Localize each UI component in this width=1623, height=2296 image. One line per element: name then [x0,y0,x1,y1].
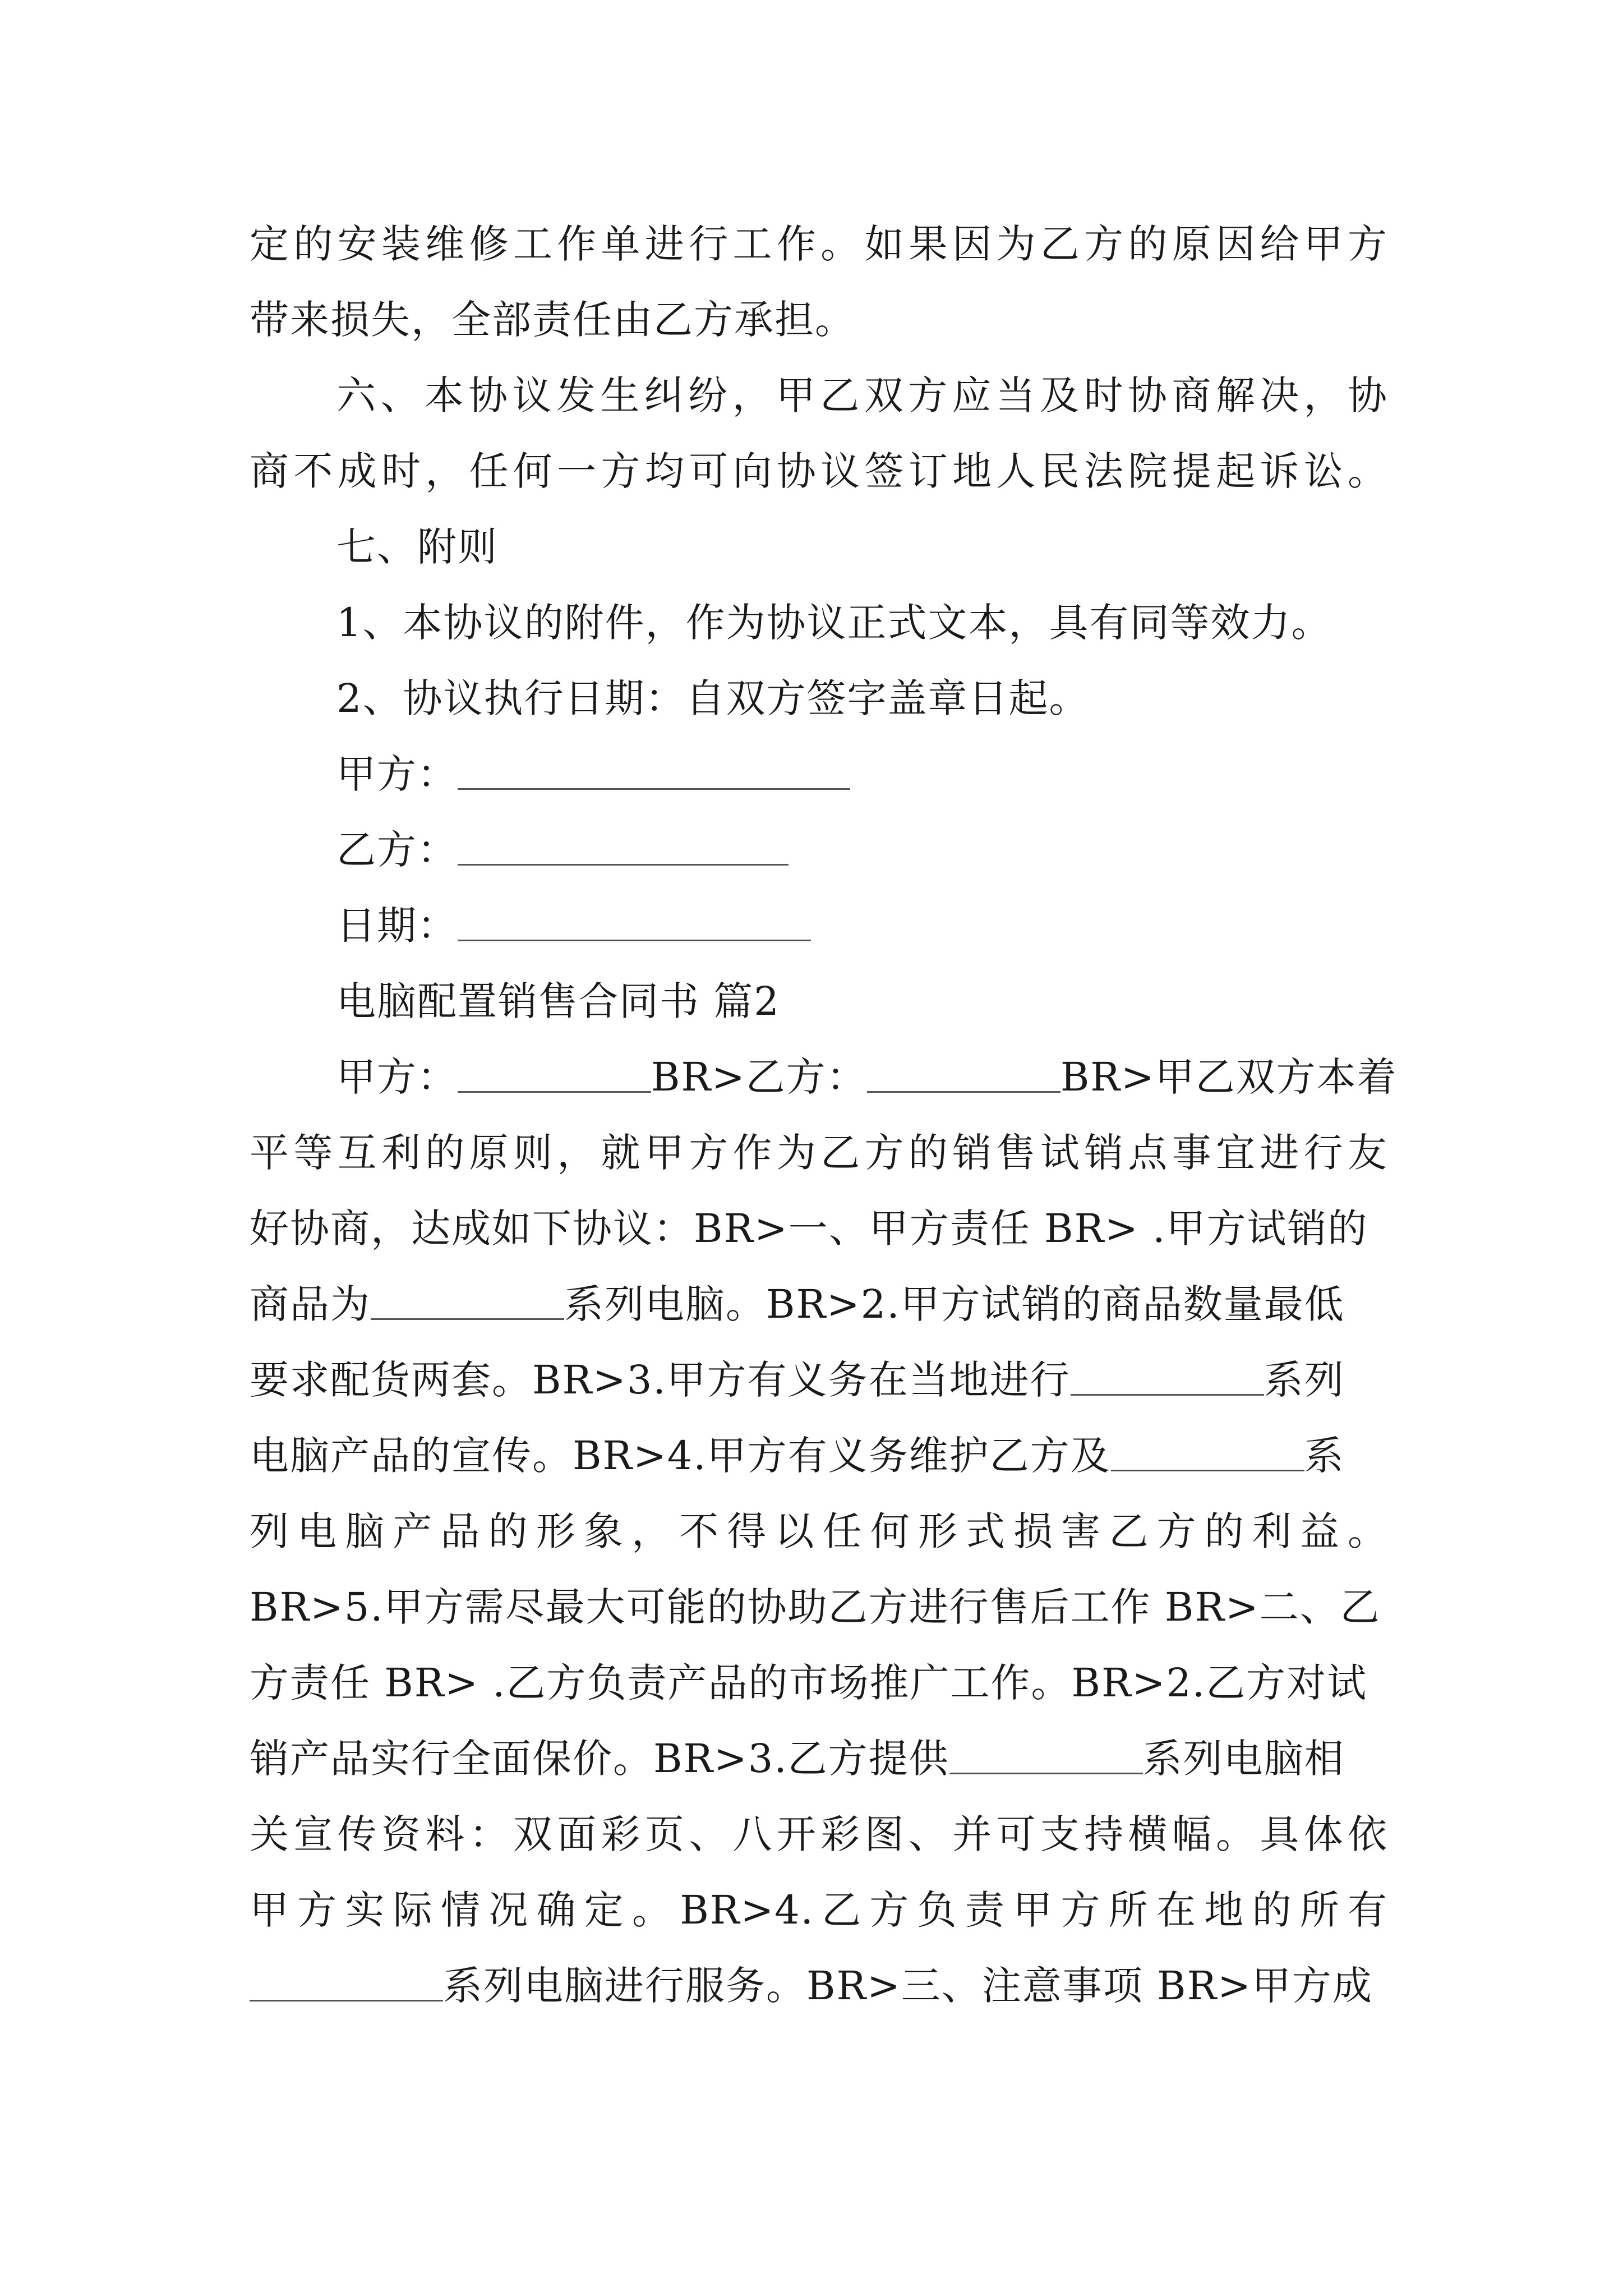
body-line-2: 平等互利的原则，就甲方作为乙方的销售试销点事宜进行友 [250,1130,1388,1176]
party-b-label: 乙方： [336,827,458,873]
paragraph-line: 定的安装维修工作单进行工作。如果因为乙方的原因给甲方 [250,221,1388,267]
body-line-1 [336,1049,1475,1105]
party-a-name-blank[interactable] [458,1052,651,1093]
party-b-intro: BR>乙方： [651,1054,867,1100]
image-series-blank[interactable] [1111,1430,1304,1471]
appendix-item-2: 2、协议执行日期：自双方签字盖章日起。 [336,675,1090,721]
date-field[interactable] [458,900,811,941]
service-series-blank[interactable] [250,1961,443,2001]
body-line-5 [250,1352,1388,1408]
body-line-3: 好协商，达成如下协议：BR>一、甲方责任 BR> .甲方试销的 [250,1205,1368,1251]
body-line-6 [250,1428,1388,1484]
party-a-signature-field[interactable] [458,749,850,790]
materials-series-blank[interactable] [949,1733,1143,1774]
appendix-item-1: 1、本协议的附件，作为协议正式文本，具有同等效力。 [336,600,1332,646]
body-line-13 [250,1958,1388,2014]
clause-seven-heading: 七、附则 [336,524,498,570]
body-line-10 [250,1731,1388,1787]
promotion-text: 要求配货两套。BR>3.甲方有义务在当地进行 [250,1357,1071,1403]
image-protection-text: 电脑产品的宣传。BR>4.甲方有义务维护乙方及 [250,1433,1111,1479]
service-text: 系列电脑进行服务。BR>三、注意事项 BR>甲方成 [443,1963,1373,2009]
body-line-12: 甲方实际情况确定。BR>4.乙方负责甲方所在地的所有 [250,1887,1388,1933]
paragraph-line: 商不成时，任何一方均可向协议签订地人民法院提起诉讼。 [250,448,1388,494]
party-a-signature-row [336,746,1475,802]
series-suffix: 系列 [1264,1357,1345,1403]
paragraph-line: 带来损失，全部责任由乙方承担。 [250,297,855,343]
product-label: 商品为 [250,1281,371,1327]
party-a-intro: 甲方： [336,1054,458,1100]
party-a-label: 甲方： [336,751,458,797]
promotion-series-blank[interactable] [1071,1355,1264,1396]
body-line-4 [250,1276,1388,1332]
date-signature-row [336,898,1475,954]
body-line-9: 方责任 BR> .乙方负责产品的市场推广工作。BR>2.乙方对试 [250,1660,1368,1706]
series-suffix: 系 [1304,1433,1345,1479]
product-quantity-text: 系列电脑。BR>2.甲方试销的商品数量最低 [564,1281,1345,1327]
clause-six-line: 六、本协议发生纠纷，甲乙双方应当及时协商解决，协 [336,372,1388,418]
agreement-intro: BR>甲乙双方本着 [1060,1054,1398,1100]
price-protection-text: 销产品实行全面保价。BR>3.乙方提供 [250,1736,949,1782]
party-b-name-blank[interactable] [867,1052,1061,1093]
section-title: 电脑配置销售合同书 篇2 [336,978,780,1024]
body-line-7: 列电脑产品的形象，不得以任何形式损害乙方的利益。 [250,1508,1388,1554]
materials-suffix: 系列电脑相 [1142,1736,1345,1782]
body-line-11: 关宣传资料：双面彩页、八开彩图、并可支持横幅。具体依 [250,1811,1388,1857]
party-b-signature-row [336,822,1475,878]
body-line-8: BR>5.甲方需尽最大可能的协助乙方进行售后工作 BR>二、乙 [250,1584,1381,1630]
party-b-signature-field[interactable] [458,825,789,866]
date-label: 日期： [336,903,458,949]
product-series-blank[interactable] [371,1279,564,1320]
